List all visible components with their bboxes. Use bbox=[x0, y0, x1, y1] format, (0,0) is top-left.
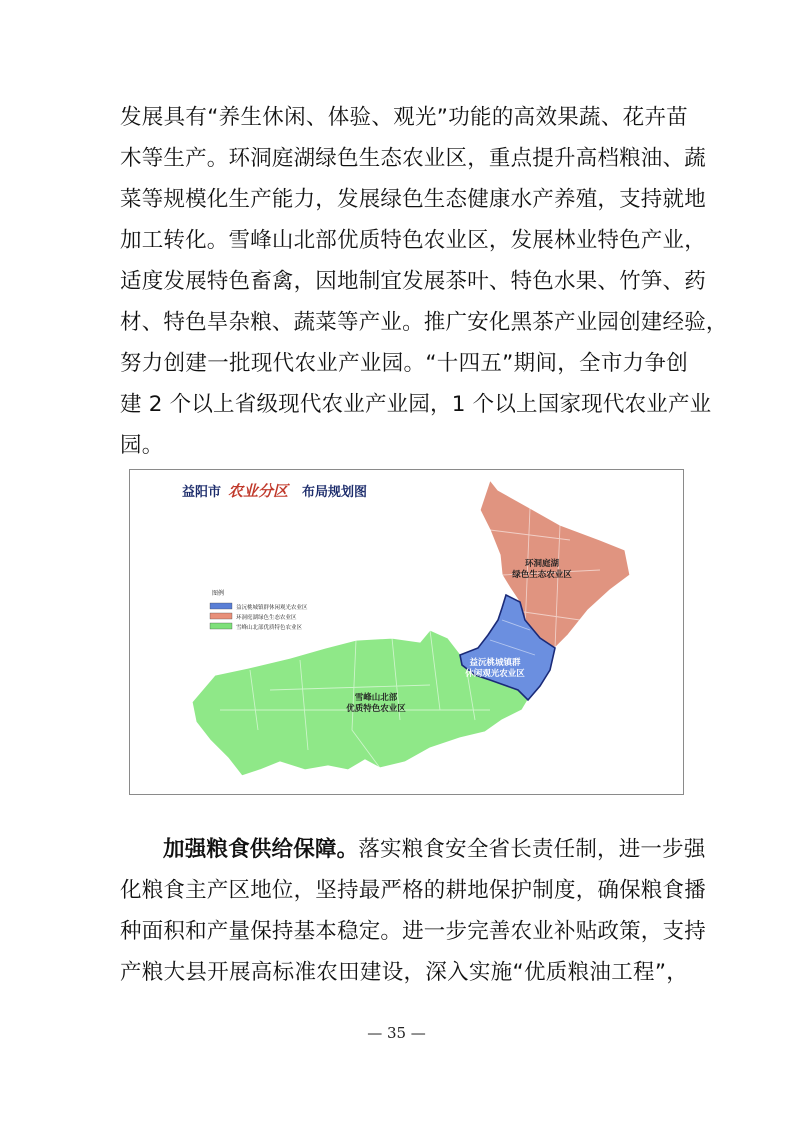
page-number: — 35 — bbox=[367, 1024, 426, 1042]
paragraph-line: 化粮食主产区地位，坚持最严格的耕地保护制度，确保粮食播 bbox=[120, 878, 706, 903]
paragraph-line: 园。 bbox=[120, 433, 164, 458]
paragraph-line-rest: 落实粮食安全省长责任制，进一步强 bbox=[358, 837, 706, 862]
agricultural-zoning-map bbox=[129, 469, 684, 795]
map-title-prefix: 益阳市 bbox=[182, 485, 222, 500]
label-center-line1: 益沅桃城镇群 bbox=[469, 658, 521, 668]
legend-label-south: 雪峰山北部优质特色农业区 bbox=[236, 625, 303, 631]
paragraph-line: 材、特色旱杂粮、蔬菜等产业。推广安化黑茶产业园创建经验， bbox=[120, 310, 728, 335]
map-graphic bbox=[130, 470, 683, 794]
paragraph-first-line bbox=[120, 829, 706, 870]
paragraph-line: 努力创建一批现代农业产业园。“十四五”期间，全市力争创 bbox=[120, 351, 688, 376]
paragraph-line: 菜等规模化生产能力，发展绿色生态健康水产养殖，支持就地 bbox=[120, 187, 706, 212]
paragraph-line: 木等生产。环洞庭湖绿色生态农业区，重点提升高档粮油、蔬 bbox=[120, 146, 706, 171]
label-north-line2: 绿色生态农业区 bbox=[512, 570, 572, 580]
map-title-highlight: 农业分区 bbox=[228, 482, 289, 500]
label-center-line2: 休闲观光农业区 bbox=[465, 669, 525, 679]
map-title-suffix: 布局规划图 bbox=[302, 485, 368, 500]
label-south-line1: 雪峰山北部 bbox=[354, 693, 398, 703]
paragraph-line: 加工转化。雪峰山北部优质特色农业区，发展林业特色产业， bbox=[120, 228, 706, 253]
legend-swatch-center bbox=[210, 603, 232, 609]
legend-label-center: 益沅桃城镇群休闲观光农业区 bbox=[236, 605, 308, 611]
label-north-line1: 环洞庭湖 bbox=[524, 559, 560, 569]
paragraph-line: 种面积和产量保持基本稳定。进一步完善农业补贴政策，支持 bbox=[120, 919, 706, 944]
body-paragraph-bottom bbox=[120, 829, 706, 993]
label-south-line2: 优质特色农业区 bbox=[346, 704, 406, 714]
map-legend bbox=[210, 589, 308, 631]
legend-swatch-south bbox=[210, 623, 232, 629]
legend-swatch-north bbox=[210, 613, 232, 619]
paragraph-line: 适度发展特色畜禽，因地制宜发展茶叶、特色水果、竹笋、药 bbox=[120, 269, 706, 294]
legend-title: 图例 bbox=[212, 590, 225, 597]
section-heading: 加强粮食供给保障。 bbox=[163, 837, 359, 862]
paragraph-line: 发展具有“养生休闲、体验、观光”功能的高效果蔬、花卉苗 bbox=[120, 105, 688, 130]
paragraph-line: 建 2 个以上省级现代农业产业园，1 个以上国家现代农业产业 bbox=[120, 392, 712, 417]
paragraph-line: 产粮大县开展高标准农田建设，深入实施“优质粮油工程”， bbox=[120, 960, 688, 985]
legend-label-north: 环洞庭湖绿色生态农业区 bbox=[236, 615, 297, 621]
body-paragraph-top bbox=[120, 97, 728, 466]
